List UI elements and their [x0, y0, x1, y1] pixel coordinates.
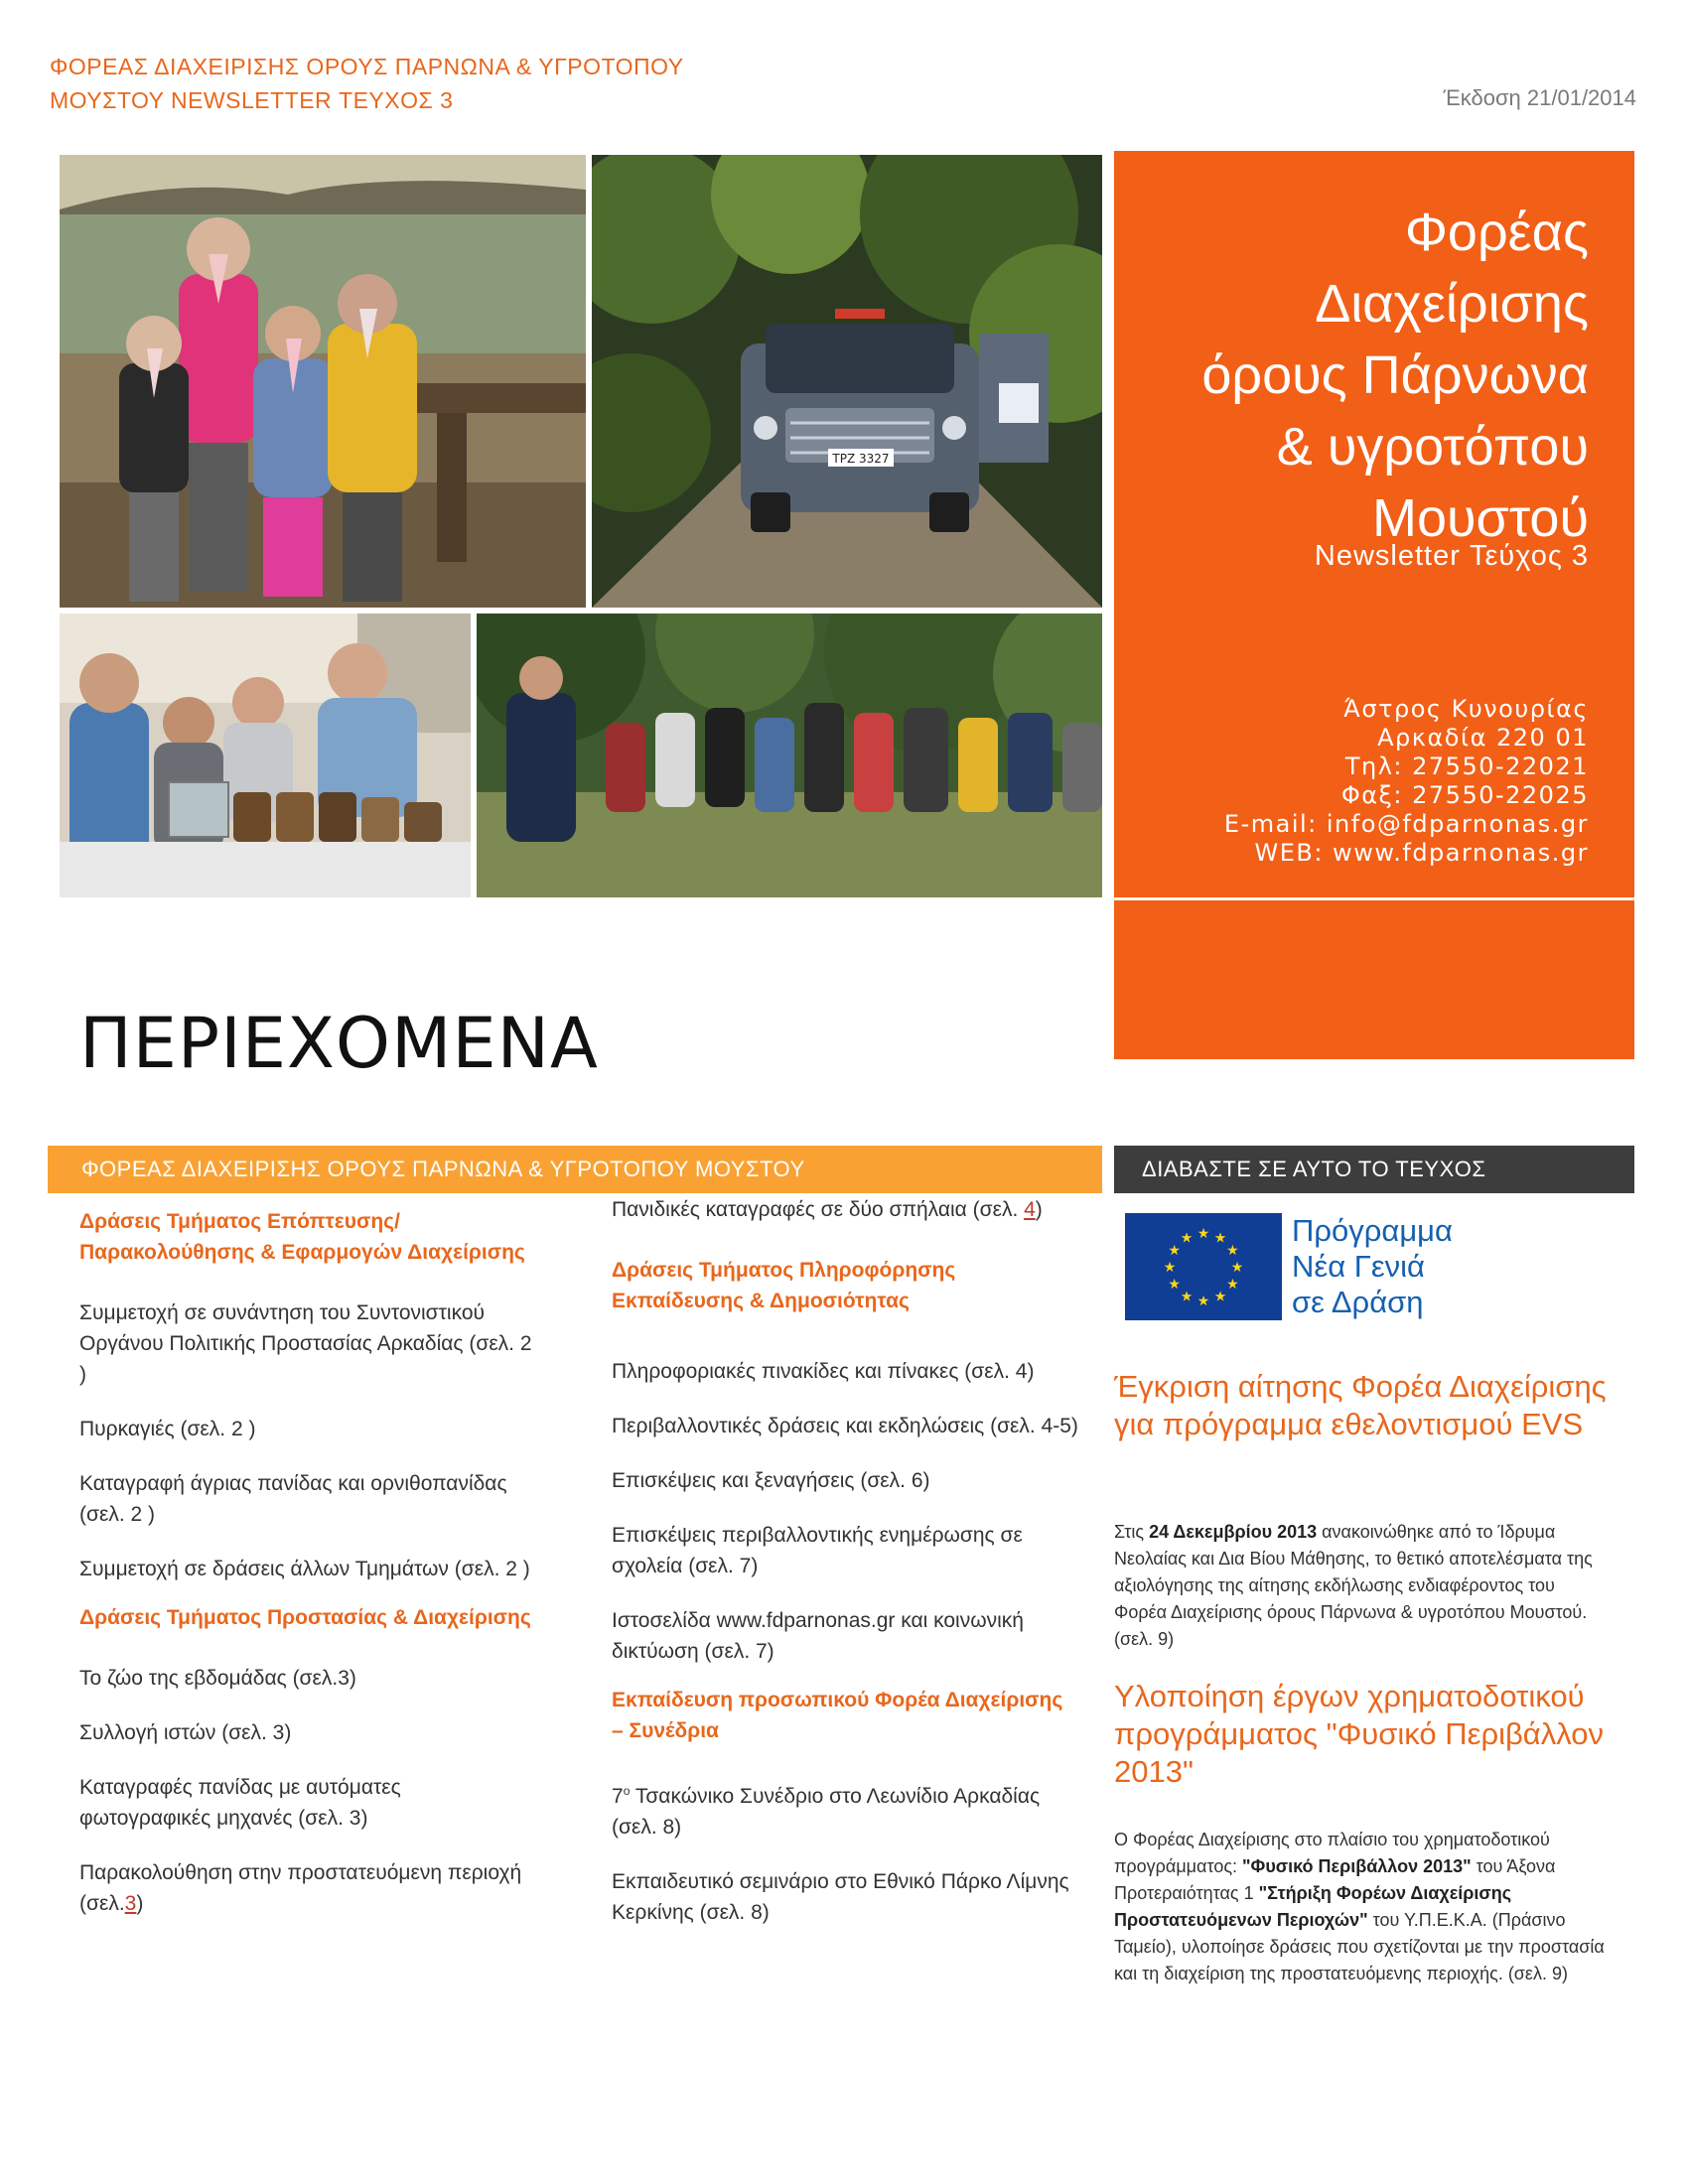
toc-item	[612, 1776, 1078, 1843]
news-body-bold: 24 Δεκεμβρίου 2013	[1149, 1522, 1318, 1542]
logo-text-line-2: Νέα Γενιά	[1292, 1249, 1425, 1284]
eu-star-icon: ★	[1226, 1243, 1239, 1259]
contact-fax: Φαξ: 27550-22025	[1340, 781, 1589, 809]
toc-section-heading: Εκπαίδευση προσωπικού Φορέα Διαχείρισης – Συνέδρια	[612, 1689, 1063, 1742]
cover-title-line-3: όρους Πάρνωνα	[1201, 345, 1589, 405]
cover-title-line-4: & υγροτόπου	[1276, 417, 1589, 477]
eu-star-icon: ★	[1226, 1277, 1239, 1293]
toc-item: Συμμετοχή σε δράσεις άλλων Τμημάτων (σελ. 2 )	[79, 1558, 530, 1580]
toc-section-heading: Δράσεις Τμήματος Προστασίας & Διαχείρισης	[79, 1606, 531, 1629]
orange-panel-bottom	[1114, 900, 1634, 1059]
toc-item: Επισκέψεις και ξεναγήσεις (σελ. 6)	[612, 1469, 930, 1492]
toc-item: Επισκέψεις περιβαλλοντικής ενημέρωσης σε σχολεία (σελ. 7)	[612, 1524, 1023, 1577]
toc-item-text: Παρακολούθηση στην προστατευόμενη περιοχή (σελ.	[79, 1861, 522, 1915]
eu-star-icon: ★	[1168, 1243, 1181, 1259]
eu-star-icon: ★	[1196, 1226, 1210, 1242]
toc-column-1	[79, 1206, 536, 1919]
toc-item: Ιστοσελίδα www.fdparnonas.gr και κοινωνική δικτύωση (σελ. 7)	[612, 1609, 1024, 1663]
toc-item: Καταγραφές πανίδας με αυτόματες φωτογραφικές μηχανές (σελ. 3)	[79, 1776, 401, 1830]
news-body-text: Ο Φορέας Διαχείρισης στο πλαίσιο του χρηματοδοτικού προγράμματος:	[1114, 1830, 1550, 1876]
toc-item-end: )	[1035, 1198, 1043, 1221]
toc-item: Συλλογή ιστών (σελ. 3)	[79, 1721, 292, 1744]
toc-section-bar-label: ΦΟΡΕΑΣ ΔΙΑΧΕΙΡΙΣΗΣ ΟΡΟΥΣ ΠΑΡΝΩΝΑ & ΥΓΡΟΤΟΠΟΥ ΜΟΥΣΤΟΥ	[81, 1157, 805, 1181]
cover-title-line-1: Φορέας	[1404, 203, 1589, 262]
logo-text-line-1: Πρόγραμμα	[1292, 1213, 1453, 1248]
news-headline-evs: Έγκριση αίτησης Φορέα Διαχείρισης για πρόγραμμα εθελοντισμού EVS	[1114, 1369, 1607, 1441]
eu-star-icon: ★	[1163, 1260, 1177, 1276]
toc-item-end: )	[136, 1892, 144, 1915]
toc-item-number: 7	[612, 1785, 624, 1808]
eu-flag-icon	[1125, 1213, 1282, 1320]
photo-patrol-truck-forest	[592, 155, 1102, 608]
newsletter-header-title	[50, 50, 804, 117]
contact-info	[1224, 695, 1589, 868]
toc-section-heading: Δράσεις Τμήματος Πληροφόρησης Εκπαίδευσης & Δημοσιότητας	[612, 1259, 956, 1312]
toc-page-link[interactable]: 3	[124, 1892, 137, 1915]
eu-star-icon: ★	[1168, 1277, 1181, 1293]
news-body-text: του Υ.Π.Ε.Κ.Α. (Πράσινο Ταμείο), υλοποίησε δράσεις που σχετίζονται με την προστασία και τη διαχείριση της προστατευόμενης περιοχής. (σελ. 9)	[1114, 1910, 1605, 1983]
toc-section-heading: Δράσεις Τμήματος Επόπτευσης/ Παρακολούθησης & Εφαρμογών Διαχείρισης	[79, 1210, 525, 1264]
youth-in-action-logo	[1125, 1213, 1522, 1324]
cover-subtitle: Newsletter Τεύχος 3	[1314, 540, 1589, 572]
toc-item: Συμμετοχή σε συνάντηση του Συντονιστικού Οργάνου Πολιτικής Προστασίας Αρκαδίας (σελ. 2 )	[79, 1301, 532, 1386]
truck-plate-text: ΤΡΖ 3327	[832, 452, 890, 466]
toc-item: Εκπαιδευτικό σεμινάριο στο Εθνικό Πάρκο Λίμνης Κερκίνης (σελ. 8)	[612, 1870, 1069, 1924]
photo-children-bird-masks	[60, 155, 586, 608]
toc-item-text: Πανιδικές καταγραφές σε δύο σπήλαια (σελ.	[612, 1198, 1025, 1221]
toc-item: Πληροφοριακές πινακίδες και πίνακες (σελ. 4)	[612, 1360, 1035, 1383]
toc-item: Το ζώο της εβδομάδας (σελ.3)	[79, 1667, 356, 1690]
toc-heading: ΠΕΡΙΕΧΟΜΕΝΑ	[79, 1003, 599, 1084]
news-body-bold: "Φυσικό Περιβάλλον 2013"	[1242, 1856, 1472, 1876]
toc-column-2	[612, 1194, 1078, 1928]
photo-group-outdoor-activity	[477, 614, 1102, 897]
eu-star-icon: ★	[1213, 1289, 1227, 1305]
logo-text	[1292, 1213, 1453, 1320]
toc-item: Περιβαλλοντικές δράσεις και εκδηλώσεις (σελ. 4-5)	[612, 1415, 1078, 1437]
eu-star-icon: ★	[1196, 1294, 1210, 1309]
eu-star-icon: ★	[1230, 1260, 1244, 1276]
news-body-text: του Άξονα Προτεραιότητας 1	[1114, 1856, 1556, 1903]
cover-title-panel	[1114, 151, 1634, 897]
logo-text-line-3: σε Δράση	[1292, 1285, 1424, 1319]
toc-page-link[interactable]: 4	[1024, 1198, 1036, 1221]
contact-phone: Τηλ: 27550-22021	[1344, 752, 1589, 780]
toc-item-text: Τσακώνικο Συνέδριο στο Λεωνίδιο Αρκαδίας (σελ. 8)	[612, 1785, 1041, 1839]
issue-date: Έκδοση 21/01/2014	[1443, 85, 1636, 110]
sidebar-section-bar-label: ΔΙΑΒΑΣΤΕ ΣΕ ΑΥΤΟ ΤΟ ΤΕΥΧΟΣ	[1142, 1157, 1486, 1181]
photo-classroom-jars	[60, 614, 471, 897]
header-title-line-2: ΜΟΥΣΤΟΥ NEWSLETTER ΤΕΥΧΟΣ 3	[50, 87, 454, 113]
contact-web-link[interactable]: WEB: www.fdparnonas.gr	[1254, 839, 1589, 867]
toc-item: Πυρκαγιές (σελ. 2 )	[79, 1418, 256, 1440]
eu-star-icon: ★	[1180, 1289, 1194, 1305]
toc-item	[79, 1857, 536, 1919]
news-body-evs	[1114, 1519, 1611, 1653]
toc-section-bar	[48, 1146, 1102, 1193]
header-title-line-1: ΦΟΡΕΑΣ ΔΙΑΧΕΙΡΙΣΗΣ ΟΡΟΥΣ ΠΑΡΝΩΝΑ & ΥΓΡΟΤΟΠΟΥ	[50, 54, 684, 79]
eu-star-icon: ★	[1180, 1230, 1194, 1247]
toc-item-superscript: ο	[623, 1784, 631, 1798]
toc-item	[612, 1194, 1078, 1225]
news-body-text: ανακοινώθηκε από το Ίδρυμα Νεολαίας και Δια Βίου Μάθησης, το θετικό αποτελέσματα της αξιολόγησης της αίτησης εκδήλωσης ενδιαφέροντος του Φορέα Διαχείρισης όρους Πάρνωνα & υγροτόπου Μουστού. (σελ. 9)	[1114, 1522, 1593, 1649]
sidebar-section-bar	[1114, 1146, 1634, 1193]
cover-title-line-5: Μουστού	[1371, 488, 1589, 548]
contact-email-link[interactable]: E-mail: info@fdparnonas.gr	[1223, 810, 1589, 838]
news-body-bold: "Στήριξη Φορέων Διαχείρισης Προστατευόμενων Περιοχών"	[1114, 1883, 1512, 1930]
cover-title-line-2: Διαχείρισης	[1315, 274, 1589, 334]
news-body-natural-environment	[1114, 1827, 1620, 1987]
contact-address-line-1: Άστρος Κυνουρίας	[1343, 695, 1589, 723]
toc-item: Καταγραφή άγριας πανίδας και ορνιθοπανίδας (σελ. 2 )	[79, 1472, 507, 1526]
eu-star-icon: ★	[1213, 1230, 1227, 1247]
news-body-text: Στις	[1114, 1522, 1150, 1542]
news-headline-natural-environment: Υλοποίηση έργων χρηματοδοτικού προγράμματος "Φυσικό Περιβάλλον 2013"	[1114, 1679, 1605, 1789]
cover-title	[1122, 197, 1589, 554]
contact-address-line-2: Αρκαδία 220 01	[1377, 724, 1589, 751]
